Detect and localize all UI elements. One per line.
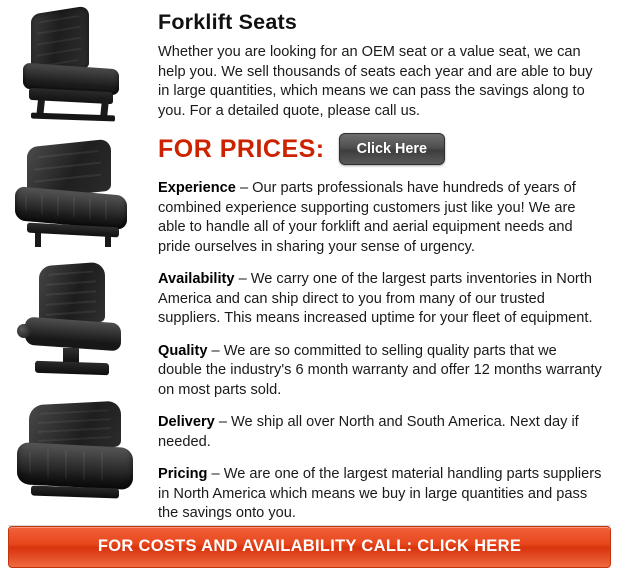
feature-term: Quality [158, 342, 208, 359]
click-here-button[interactable]: Click Here [339, 133, 445, 165]
seat-adjustment-knob-icon [17, 324, 31, 338]
feature-pricing [158, 465, 603, 524]
seat-illustration-4 [5, 391, 145, 514]
seat-backrest [39, 262, 105, 327]
seat-base-plate [35, 361, 109, 376]
costs-availability-cta-button[interactable]: FOR COSTS AND AVAILABILITY CALL: CLICK HERE [8, 526, 611, 568]
product-image-pan-seat[interactable] [5, 391, 145, 514]
product-image-bucket-seat[interactable] [5, 133, 145, 256]
prices-call-to-action [158, 133, 603, 165]
product-image-suspension-seat[interactable] [5, 262, 145, 385]
feature-term: Experience [158, 180, 236, 196]
feature-availability [158, 270, 603, 329]
feature-text: – We are one of the largest material handling parts suppliers in North America which means we buy in large quantities and pass the savings onto you. [158, 466, 602, 521]
feature-text: – We carry one of the largest parts inventories in North America and can ship direct to you from many of our trusted suppliers. This means increased uptime for your fleet of equipment. [158, 271, 593, 326]
page-title: Forklift Seats [158, 10, 298, 34]
seat-cushion [25, 317, 121, 352]
product-image-gallery [0, 0, 150, 537]
seat-illustration-1 [5, 4, 145, 127]
for-prices-label: FOR PRICES: [158, 134, 325, 163]
seat-leg-left [35, 233, 41, 247]
feature-text: – Our parts professionals have hundreds of years of combined experience supporting customers just like you! We are able to handle all of your forklift and aerial equipment needs and pride ourselves in sharing your sense of urgency. [158, 180, 576, 255]
seat-illustration-2 [5, 133, 145, 256]
feature-delivery [158, 413, 603, 452]
feature-text: – We are so committed to selling quality parts that we double the industry's 6 month warranty and offer 12 months warranty on most parts sold. [158, 342, 602, 398]
intro-paragraph: Whether you are looking for an OEM seat or a value seat, we can help you. We sell thousands of seats each year and are able to buy in large quantities, which means we can pass the savings along to you. For a detailed quote, please call us. [158, 44, 593, 119]
seat-leg-right [105, 233, 111, 247]
feature-text: – We ship all over North and South America. Next day if needed. [158, 414, 579, 450]
bottom-cta-container [8, 526, 611, 568]
product-image-folding-seat[interactable] [5, 4, 145, 127]
feature-term: Pricing [158, 466, 208, 482]
seat-cushion [17, 442, 133, 490]
feature-quality [158, 342, 603, 401]
seat-base-plate [31, 485, 119, 498]
feature-term: Delivery [158, 414, 215, 430]
feature-experience [158, 179, 603, 257]
article-content [150, 0, 619, 537]
feature-term: Availability [158, 271, 235, 287]
seat-illustration-3 [5, 262, 145, 385]
